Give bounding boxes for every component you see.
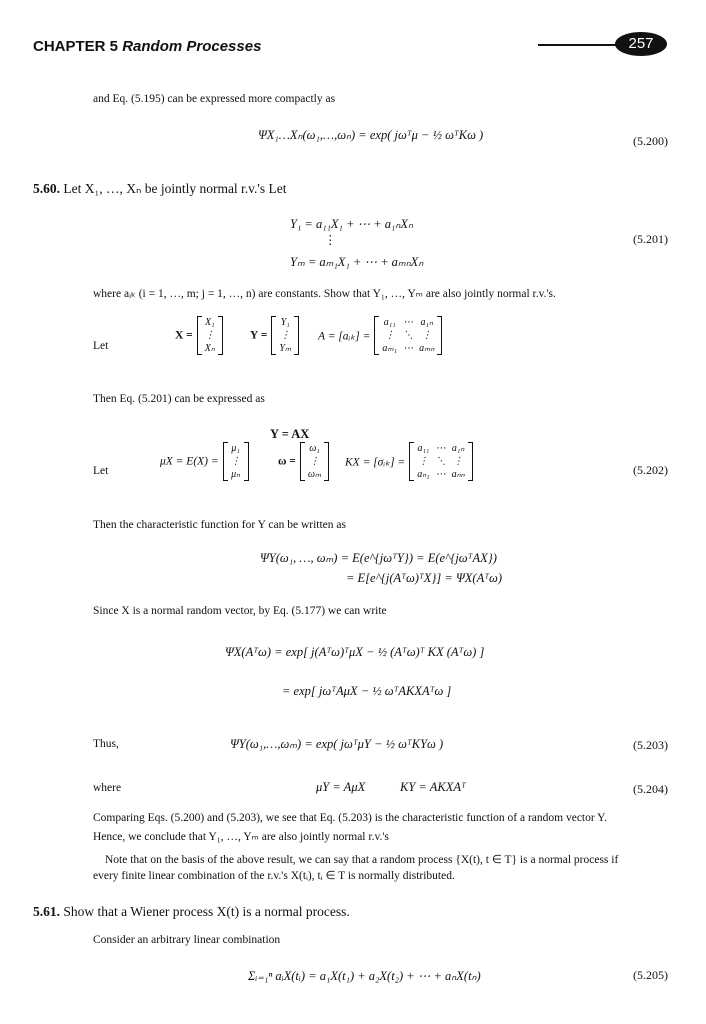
eqnum-5-201: (5.201) — [633, 232, 668, 246]
matrix-A — [318, 316, 442, 355]
let-label: Let — [93, 340, 109, 352]
cell: ωₘ — [307, 469, 322, 480]
cell: ⋯ — [403, 343, 414, 354]
equation-5-205: Σᵢ₌₁ⁿ aᵢX(tᵢ) = a₁X(t₁) + a₂X(t₂) + ⋯ + aₙX(tₙ) — [248, 969, 481, 983]
equation-5-204-a: μY = AμX — [316, 780, 366, 794]
cell: Xₙ — [204, 343, 215, 354]
cell: a₁₁ — [383, 317, 396, 328]
text-line: Since X is a normal random vector, by Eq. (5.177) we can write — [93, 605, 387, 617]
matrix-mu — [160, 442, 249, 481]
matrix-K — [345, 442, 473, 481]
eqnum-5-205: (5.205) — [633, 968, 668, 982]
page-number: 257 — [615, 32, 667, 56]
thus-label: Thus, — [93, 738, 119, 750]
text-line: Then Eq. (5.201) can be expressed as — [93, 393, 265, 405]
equation-5-204-b: KY = AKXAᵀ — [400, 780, 466, 794]
cell: μ₁ — [231, 443, 240, 454]
cell: a₁ₙ — [420, 317, 433, 328]
cell: ⋮ — [280, 330, 291, 341]
matrix-omega — [278, 442, 329, 481]
eqnum-5-203: (5.203) — [633, 738, 668, 752]
cell: ⋮ — [421, 330, 432, 341]
problem-text: Let X₁, …, Xₙ be jointly normal r.v.'s Let — [63, 181, 287, 196]
equation-5-201-row1: Y₁ = a₁₁X₁ + ⋯ + a₁ₙXₙ — [290, 217, 413, 231]
chapter-title: Random Processes — [122, 38, 262, 55]
where-label: where — [93, 782, 122, 794]
problem-5-61 — [33, 904, 350, 920]
equation-5-201-row2: Yₘ = aₘ₁X₁ + ⋯ + aₘₙXₙ — [290, 255, 424, 269]
cell: Yₘ — [279, 343, 292, 354]
matrix-Y-label: Y = — [250, 329, 268, 342]
cell: μₙ — [231, 469, 241, 480]
cell: ⋮ — [204, 330, 215, 341]
cell: aₘ₁ — [382, 343, 398, 354]
matrix-X — [175, 316, 223, 355]
equation-5-200: ΨX₁…Xₙ(ω₁,…,ωₙ) = exp( jωᵀμ − ½ ωᵀKω ) — [258, 128, 484, 142]
chapter-label: CHAPTER 5 — [33, 38, 119, 55]
cell: ⋱ — [435, 456, 446, 467]
cell: a₁ₙ — [451, 443, 465, 454]
text-line: Comparing Eqs. (5.200) and (5.203), we see that Eq. (5.203) is the characteristic function of a random vector Y. — [93, 812, 607, 824]
cell: ⋮ — [309, 456, 320, 467]
problem-number: 5.61. — [33, 904, 60, 919]
cell: ⋮ — [230, 456, 241, 467]
cell: ω₁ — [309, 443, 320, 454]
text-line: Consider an arbitrary linear combination — [93, 934, 281, 946]
matrix-omega-label: ω = — [278, 455, 296, 468]
cell: ⋮ — [453, 456, 464, 467]
equation-char-2: = E[e^{j(Aᵀω)ᵀX}] = ΨX(Aᵀω) — [346, 571, 503, 585]
cell: ⋱ — [403, 330, 414, 341]
problem-5-60 — [33, 181, 286, 197]
text-line: Then the characteristic function for Y can be written as — [93, 519, 346, 531]
cell: Y₁ — [280, 317, 290, 328]
matrix-mu-label: μX = E(X) = — [160, 455, 219, 468]
text-line: where aᵢₖ (i = 1, …, m; j = 1, …, n) are constants. Show that Y₁, …, Yₘ are also jointly normal r.v.'s. — [93, 288, 556, 300]
cell: ⋮ — [418, 456, 429, 467]
equation-5-201-vdots: ⋮ — [324, 233, 337, 247]
equation-5-203: ΨY(ω₁,…,ωₘ) = exp( jωᵀμY − ½ ωᵀKYω ) — [230, 737, 444, 751]
equation-char-1: ΨY(ω₁, …, ωₘ) = E(e^{jωᵀY}) = E(e^{jωᵀAX}) — [260, 551, 497, 565]
cell: ⋯ — [435, 469, 446, 480]
matrix-K-label: KX = [σᵢₖ] = — [345, 456, 406, 469]
cell: a₁₁ — [417, 443, 430, 454]
cell: aₙ₁ — [417, 469, 430, 480]
let-label: Let — [93, 465, 109, 477]
matrix-Y — [250, 316, 299, 355]
cell: X₁ — [204, 317, 215, 328]
cell: aₘₙ — [419, 343, 435, 354]
text-line: Hence, we conclude that Y₁, …, Yₘ are also jointly normal r.v.'s — [93, 831, 389, 843]
equation-normal-1: ΨX(Aᵀω) = exp[ j(Aᵀω)ᵀμX − ½ (Aᵀω)ᵀ KX (Aᵀω) ] — [225, 645, 485, 659]
cell: ⋯ — [435, 443, 446, 454]
eqnum-5-200: (5.200) — [633, 134, 668, 148]
eqnum-5-202: (5.202) — [633, 463, 668, 477]
problem-text: Show that a Wiener process X(t) is a normal process. — [63, 904, 350, 919]
matrix-A-label: A = [aᵢₖ] = — [318, 330, 371, 343]
equation-normal-2: = exp[ jωᵀAμX − ½ ωᵀAKXAᵀω ] — [282, 684, 452, 698]
eqnum-5-204: (5.204) — [633, 782, 668, 796]
cell: ⋮ — [384, 330, 395, 341]
equation-Y-AX: Y = AX — [270, 427, 310, 441]
matrix-X-label: X = — [175, 329, 193, 342]
cell: ⋯ — [403, 317, 414, 328]
cell: aₙₙ — [451, 469, 465, 480]
chapter-heading — [33, 38, 261, 55]
problem-number: 5.60. — [33, 181, 60, 196]
text-line: every finite linear combination of the r.v.'s X(tᵢ), tᵢ ∈ T is normally distributed. — [93, 870, 455, 882]
text-line: and Eq. (5.195) can be expressed more compactly as — [93, 93, 336, 105]
text-line: Note that on the basis of the above result, we can say that a random process {X(t), t ∈ T} is a normal process if — [105, 854, 619, 866]
